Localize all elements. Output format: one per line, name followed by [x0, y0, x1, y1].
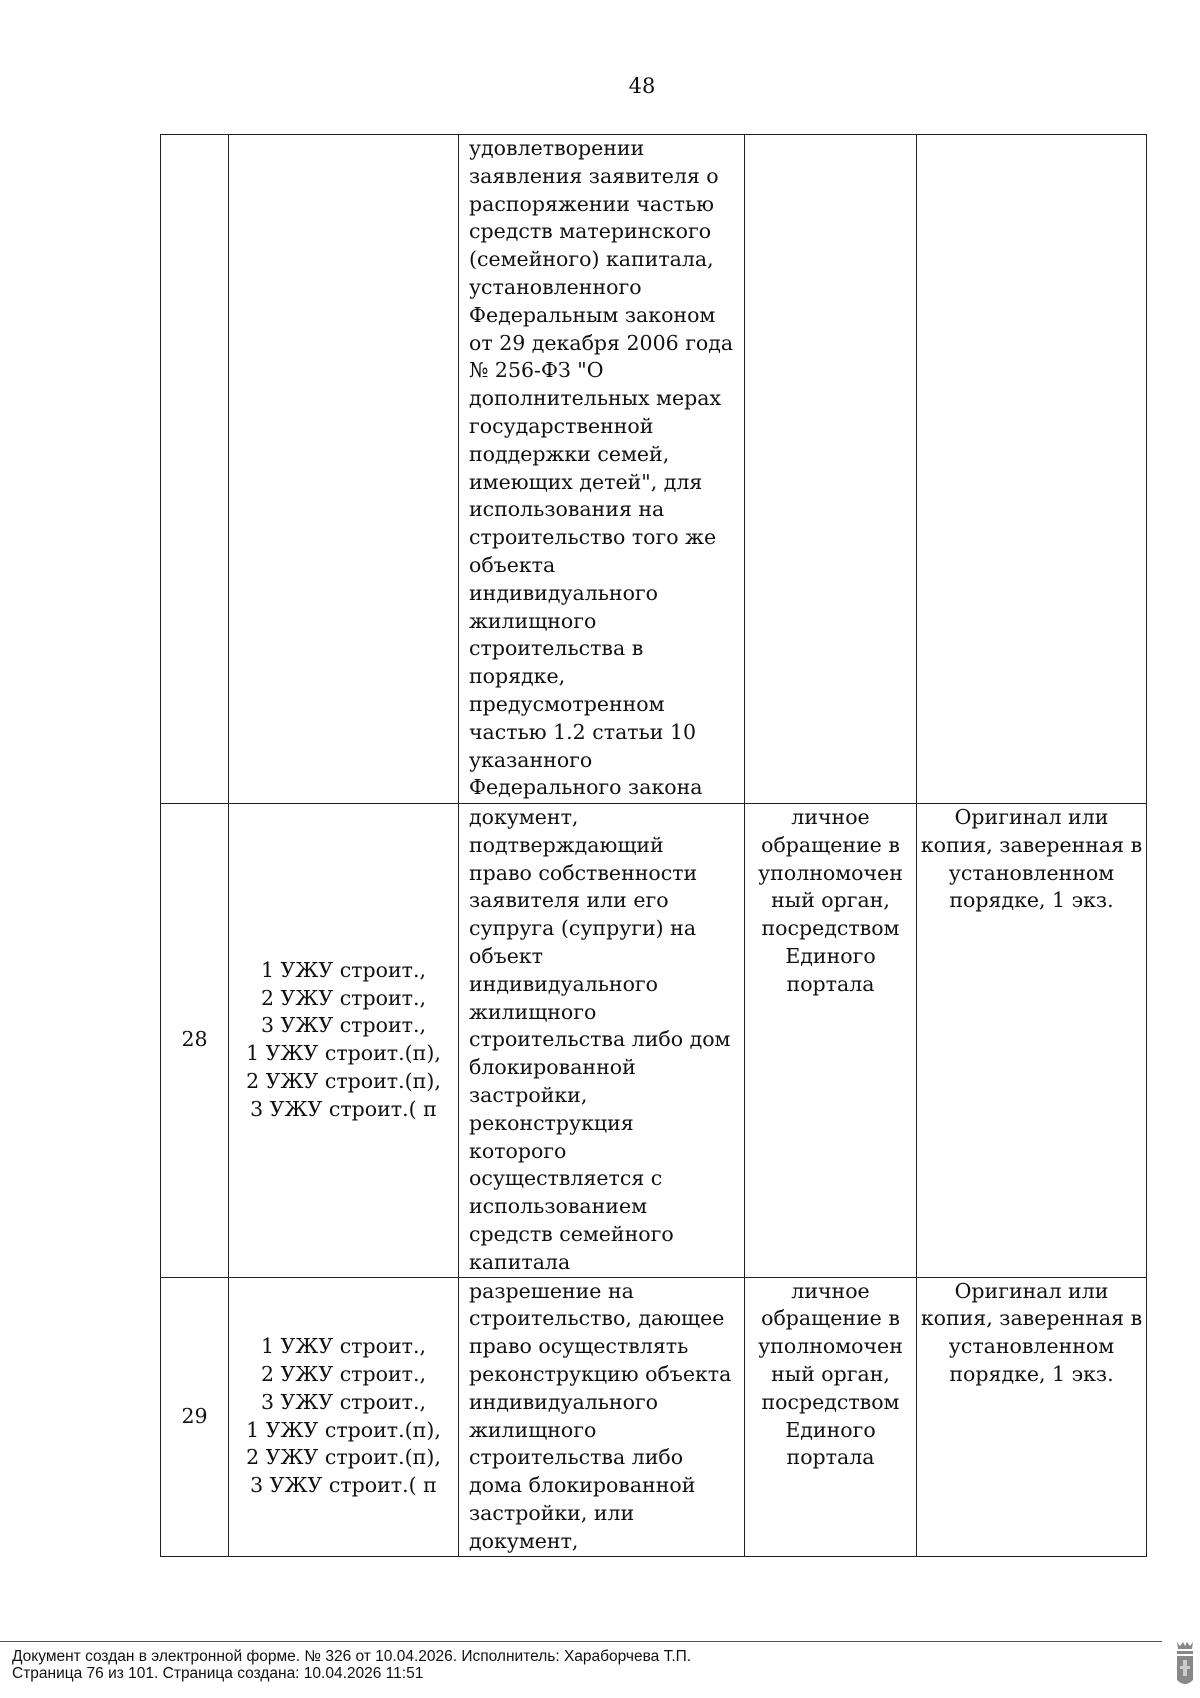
document-form-cell — [917, 135, 1147, 804]
coat-of-arms-icon — [1174, 1640, 1196, 1690]
footer-stamp — [12, 1648, 691, 1682]
submission-method-cell: личное обращение в уполномочен ный орган, посредством Единого портала — [745, 804, 917, 1278]
page-number: 48 — [628, 74, 656, 98]
footer-divider — [0, 1641, 1162, 1642]
table-row — [161, 804, 1147, 1278]
submission-method-cell: личное обращение в уполномочен ный орган, посредством Единого портала — [745, 1277, 917, 1556]
document-name-cell: документ, подтверждающий право собственности заявителя или его супруга (супруги) на объект индивидуального жилищного строительства либо дом блокированной застройки, реконструкция которого осуществляется с использованием средств семейного капитала — [459, 804, 745, 1278]
row-number-cell: 28 — [161, 804, 229, 1278]
document-form-cell: Оригинал или копия, заверенная в установленном порядке, 1 экз. — [917, 1277, 1147, 1556]
row-number-cell — [161, 135, 229, 804]
service-codes-cell — [229, 135, 459, 804]
submission-method-cell — [745, 135, 917, 804]
footer-line-document: Документ создан в электронной форме. № 326 от 10.04.2026. Исполнитель: Хараборчева Т.П. — [12, 1648, 692, 1665]
row-number-cell: 29 — [161, 1277, 229, 1556]
table-row — [161, 1277, 1147, 1556]
documents-table — [160, 134, 1147, 1557]
document-form-cell: Оригинал или копия, заверенная в установленном порядке, 1 экз. — [917, 804, 1147, 1278]
service-codes-cell: 1 УЖУ строит., 2 УЖУ строит., 3 УЖУ строит., 1 УЖУ строит.(п), 2 УЖУ строит.(п), 3 УЖУ строит.( п — [229, 1277, 459, 1556]
footer-line-page: Страница 76 из 101. Страница создана: 10.04.2026 11:51 — [12, 1665, 424, 1682]
service-codes-cell: 1 УЖУ строит., 2 УЖУ строит., 3 УЖУ строит., 1 УЖУ строит.(п), 2 УЖУ строит.(п), 3 УЖУ строит.( п — [229, 804, 459, 1278]
table-row — [161, 135, 1147, 804]
document-name-cell: разрешение на строительство, дающее право осуществлять реконструкцию объекта индивидуального жилищного строительства либо дома блокированной застройки, или документ, — [459, 1277, 745, 1556]
document-name-cell: удовлетворении заявления заявителя о распоряжении частью средств материнского (семейного) капитала, установленного Федеральным законом от 29 декабря 2006 года № 256-ФЗ "О дополнительных мерах государственной поддержки семей, имеющих детей", для использования на строительство того же объекта индивидуального жилищного строительства в порядке, предусмотренном частью 1.2 статьи 10 указанного Федерального закона — [459, 135, 745, 804]
